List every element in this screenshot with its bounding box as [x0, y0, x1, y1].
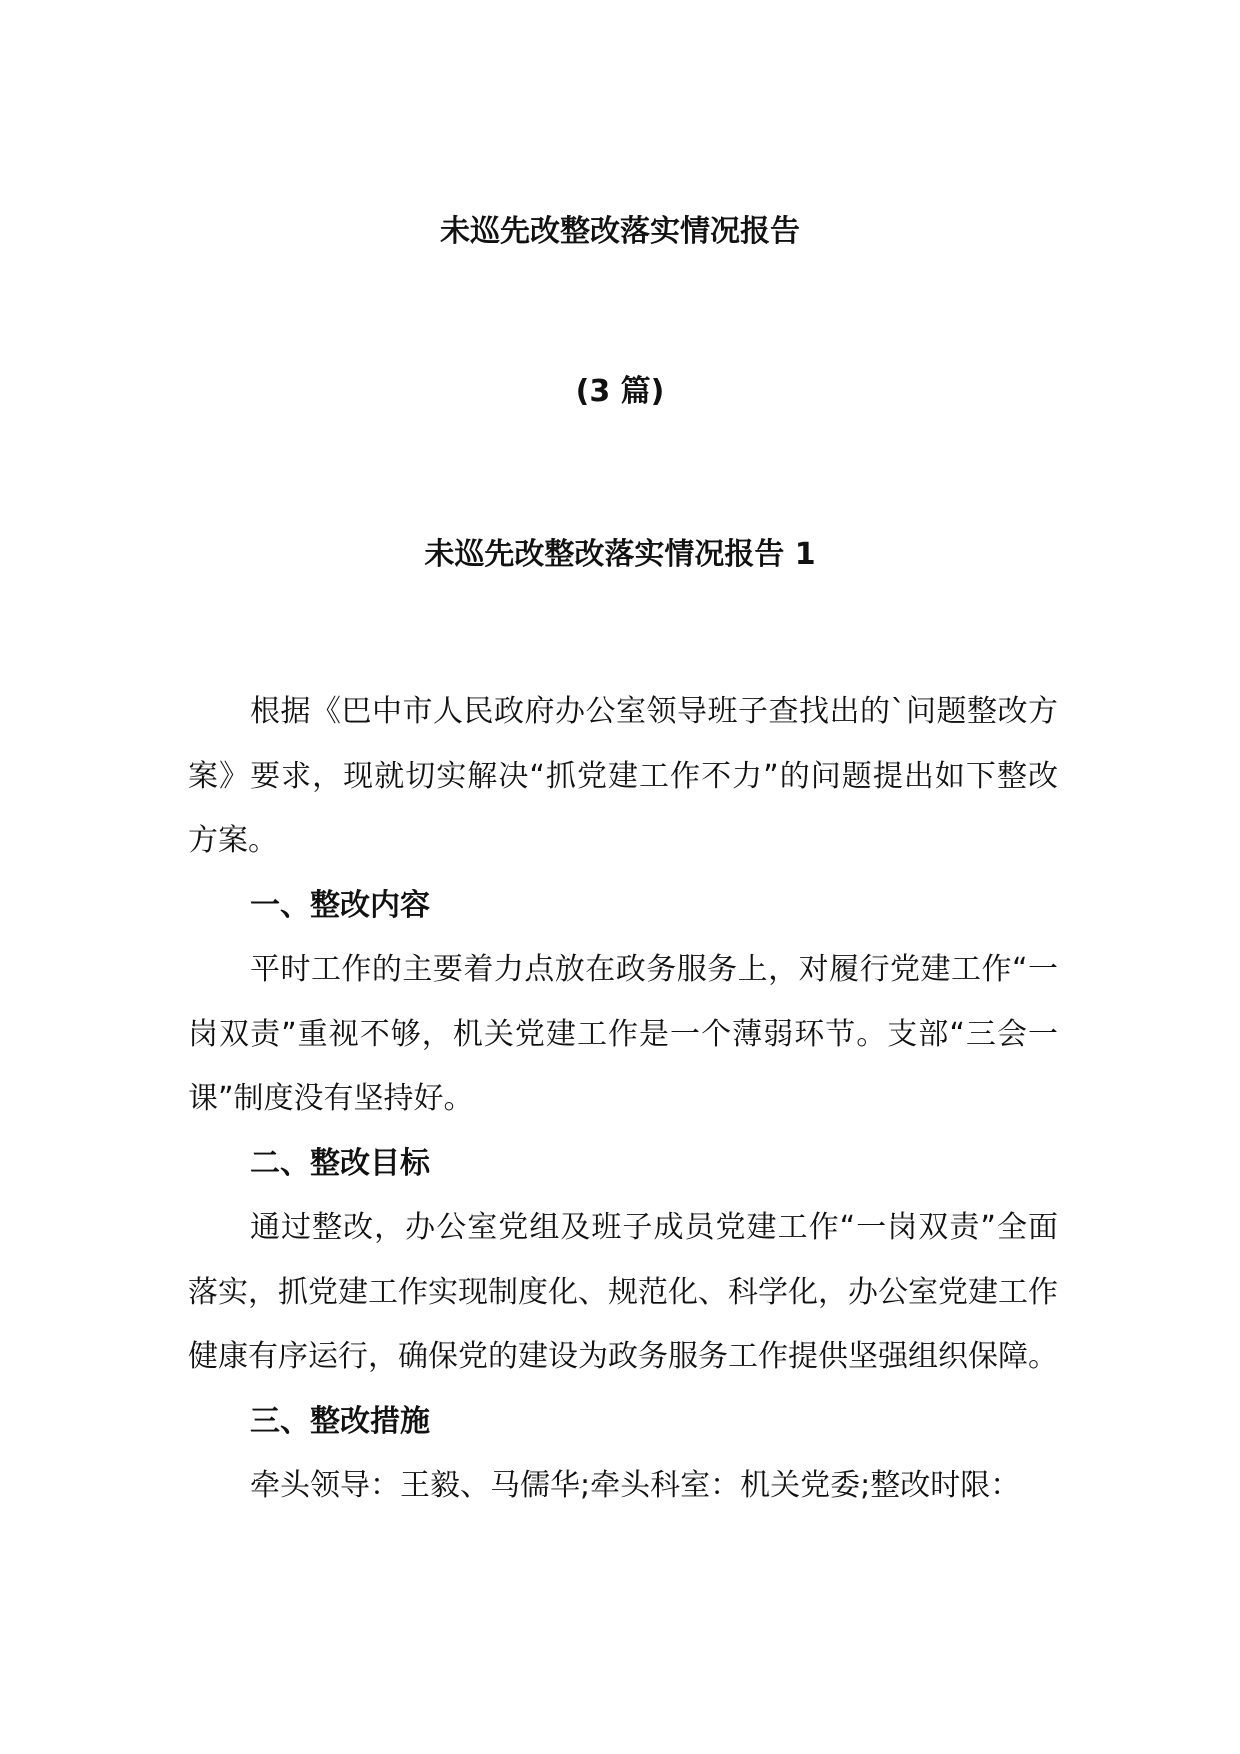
heading-rectification-goal: 二、整改目标 — [250, 1145, 430, 1181]
subtitle: (3 篇) — [575, 374, 665, 409]
main-title: 未巡先改整改落实情况报告 — [440, 214, 800, 249]
heading-rectification-content: 一、整改内容 — [250, 887, 430, 923]
heading-rectification-measures: 三、整改措施 — [250, 1403, 430, 1439]
goal-paragraph: 通过整改，办公室党组及班子成员党建工作“一岗双责”全面落实，抓党建工作实现制度化、规范化、科学化，办公室党建工作健康有序运行，确保党的建设为政务服务工作提供坚强组织保障。 — [188, 1210, 1058, 1374]
intro-paragraph: 根据《巴中市人民政府办公室领导班子查找出的`问题整改方案》要求，现就切实解决“抓党建工作不力”的问题提出如下整改方案。 — [188, 694, 1058, 858]
section-title: 未巡先改整改落实情况报告 1 — [424, 537, 816, 572]
document-body — [188, 680, 1058, 1519]
measures-paragraph: 牵头领导：王毅、马儒华;牵头科室：机关党委;整改时限： — [250, 1468, 1021, 1503]
content-paragraph: 平时工作的主要着力点放在政务服务上，对履行党建工作“一岗双责”重视不够，机关党建工作是一个薄弱环节。支部“三会一课”制度没有坚持好。 — [188, 952, 1058, 1116]
